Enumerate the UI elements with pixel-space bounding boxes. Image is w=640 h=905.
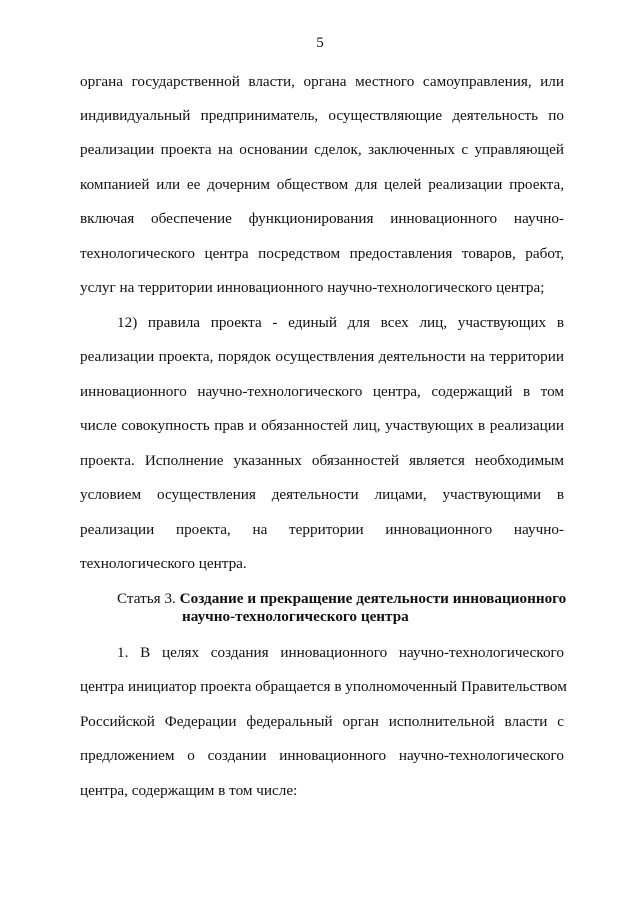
text-line: 1. В целях создания инновационного научно-технологического [117, 644, 564, 661]
page-number: 5 [316, 35, 324, 51]
text-line: органа государственной власти, органа местного самоуправления, или [80, 73, 564, 90]
text-line: числе совокупность прав и обязанностей лиц, участвующих в реализации [80, 417, 564, 434]
text-line: технологического центра. [80, 555, 247, 572]
text-line: условием осуществления деятельности лицами, участвующими в [80, 486, 564, 503]
text-line: компанией или ее дочерним обществом для целей реализации проекта, [80, 176, 564, 193]
text-line: реализации проекта, на территории инновационного научно- [80, 521, 564, 538]
text-line: инновационного научно-технологического центра, содержащий в том [80, 383, 564, 400]
text-line: индивидуальный предприниматель, осуществляющие деятельность по [80, 107, 564, 124]
article-heading [117, 589, 566, 609]
text-line: проекта. Исполнение указанных обязанностей является необходимым [80, 452, 564, 469]
text-line: предложением о создании инновационного научно-технологического [80, 747, 564, 764]
text-line: Российской Федерации федеральный орган исполнительной власти с [80, 713, 564, 730]
text-line: центра, содержащим в том числе: [80, 782, 298, 799]
text-line: технологического центра посредством предоставления товаров, работ, [80, 245, 564, 262]
article-title: Создание и прекращение деятельности инновационного [179, 590, 567, 607]
text-line: включая обеспечение функционирования инновационного научно- [80, 210, 564, 227]
text-line: услуг на территории инновационного научно-технологического центра; [80, 279, 545, 296]
text-line: реализации проекта на основании сделок, заключенных с управляющей [80, 141, 564, 158]
text-line: реализации проекта, порядок осуществления деятельности на территории [80, 348, 564, 365]
text-line: 12) правила проекта - единый для всех лиц, участвующих в [117, 314, 564, 331]
text-line: центра инициатор проекта обращается в уполномоченный Правительством [80, 678, 567, 695]
article-title-continued: научно-технологического центра [182, 608, 409, 625]
article-number: Статья 3. [117, 590, 176, 607]
